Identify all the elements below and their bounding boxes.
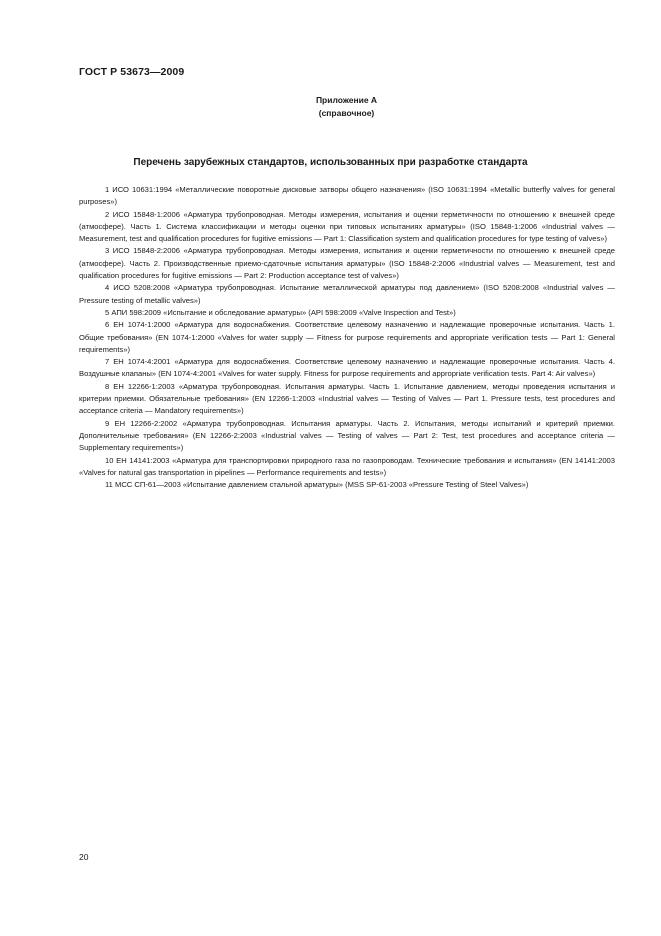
standard-entry: 9 ЕН 12266-2:2002 «Арматура трубопроводная. Испытания арматуры. Часть 2. Испытания, методы испытаний и критерий приемки. Дополнительные требования» (EN 12266-2:2003 «Industrial valves — Testing of valves — Part 2: Test, test procedures and acceptance criteria — Supplementary requirements») bbox=[79, 418, 615, 453]
standards-list bbox=[79, 184, 615, 491]
standard-entry: 2 ИСО 15848-1:2006 «Арматура трубопроводная. Методы измерения, испытания и оценки герметичности по отношению к внешней среде (атмосфере). Часть 1. Система классификации и методы оценки при типовых испытаниях арматуры» (ISO 15848-1:2006 «Industrial valves — Measurement, test and qualification procedures for fugitive emissions — Part 1: Classification system and qualification procedures for type testing of valves») bbox=[79, 209, 615, 244]
standard-entry: 10 ЕН 14141:2003 «Арматура для транспортировки природного газа по газопроводам. Технические требования и испытания» (EN 14141:2003 «Valves for natural gas transportation in pipelines — Performance requirements and tests») bbox=[79, 455, 615, 477]
standard-entry: 6 ЕН 1074-1:2000 «Арматура для водоснабжения. Соответствие целевому назначению и надлежащие проверочные испытания. Часть 1. Общие требования» (EN 1074-1:2000 «Valves for water supply — Fitness for purpose requirements and appropriate verification tests — Part 1: General requirements») bbox=[79, 320, 615, 354]
standard-entry: 5 АПИ 598:2009 «Испытание и обследование арматуры» (API 598:2009 «Valve Inspection and Test») bbox=[105, 307, 456, 317]
standard-entry: 8 ЕН 12266-1:2003 «Арматура трубопроводная. Испытания арматуры. Часть 1. Испытание давлением, методы проведения испытания и критерии приемки. Обязательные требования» (EN 12266-1:2003 «Industrial valves — Testing of Valves — Part 1. Pressure tests, test procedures and acceptance criteria — Mandatory requirements») bbox=[79, 381, 615, 416]
list-title: Перечень зарубежных стандартов, использованных при разработке стандарта bbox=[133, 157, 528, 168]
page-number: 20 bbox=[79, 852, 89, 862]
standard-entry: 7 ЕН 1074-4:2001 «Арматура для водоснабжения. Соответствие целевому назначению и надлежащие проверочные испытания. Часть 4. Воздушные клапаны» (EN 1074-4:2001 «Valves for water supply. Fitness for purpose requirements and appropriate verification tests. Part 4: Air valves») bbox=[79, 357, 615, 379]
standard-entry: 4 ИСО 5208:2008 «Арматура трубопроводная. Испытание металлической арматуры под давлением» (ISO 5208:2008 «Industrial valves — Pressure testing of metallic valves») bbox=[79, 283, 615, 305]
annex-title: Приложение А bbox=[315, 95, 378, 105]
standard-entry: 11 МСС СП-61—2003 «Испытание давлением стальной арматуры» (MSS SP-61-2003 «Pressure Testing of Steel Valves») bbox=[105, 480, 529, 490]
annex-subtitle: (справочное) bbox=[318, 108, 375, 118]
standard-entry: 3 ИСО 15848-2:2006 «Арматура трубопроводная. Методы измерения, испытания и оценки герметичности по отношению к внешней среде (атмосфере). Часть 2. Производственные приемо-сдаточные испытания арматуры» (ISO 15848-2:2006 «Industrial valves — Measurement, test and qualification procedures for fugitive emissions — Part 2: Production acceptance test of valves») bbox=[79, 246, 615, 281]
standard-entry: 1 ИСО 10631:1994 «Металлические поворотные дисковые затворы общего назначения» (ISO 10631:1994 «Metallic butterfly valves for general purposes») bbox=[79, 185, 615, 207]
document-code: ГОСТ Р 53673—2009 bbox=[79, 66, 185, 78]
